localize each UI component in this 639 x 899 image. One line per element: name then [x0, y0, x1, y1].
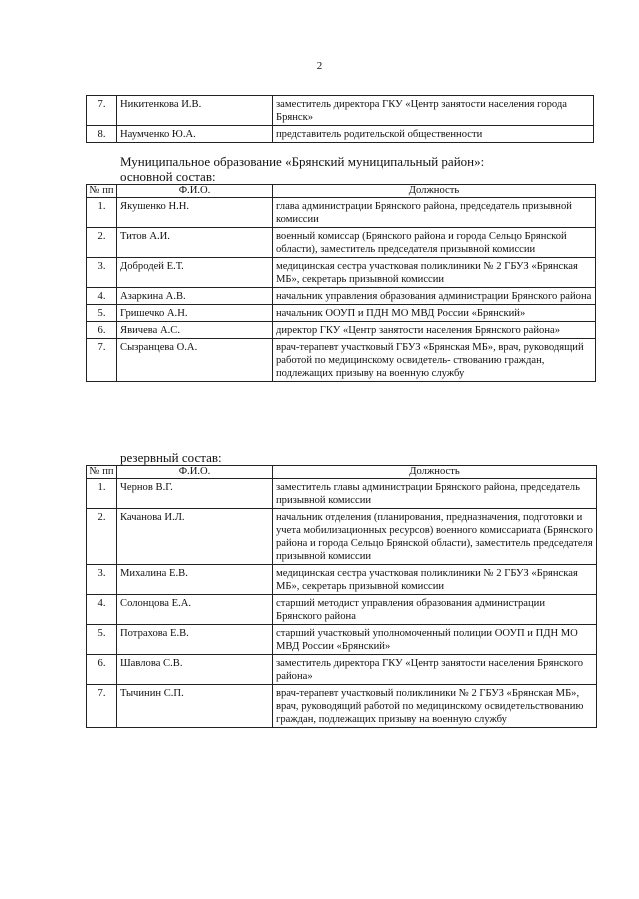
row-position: военный комиссар (Брянского района и города Сельцо Брянской области), заместитель председателя призывной комиссии	[273, 228, 596, 258]
row-name: Солонцова Е.А.	[117, 595, 273, 625]
row-number: 1.	[87, 479, 117, 509]
row-position: старший методист управления образования администрации Брянского района	[273, 595, 597, 625]
row-number: 3.	[87, 565, 117, 595]
row-name: Азаркина А.В.	[117, 288, 273, 305]
row-position: врач-терапевт участковый поликлиники № 2 ГБУЗ «Брянская МБ», врач, руководящий работой по медицинскому освидетельствованию граждан, подлежащих призыву на военную службу	[273, 685, 597, 728]
row-name: Гришечко А.Н.	[117, 305, 273, 322]
row-position: заместитель директора ГКУ «Центр занятости населения Брянского района»	[273, 655, 597, 685]
continuation-table	[86, 95, 594, 143]
row-position: начальник ООУП и ПДН МО МВД России «Брянский»	[273, 305, 596, 322]
row-name: Тычинин С.П.	[117, 685, 273, 728]
row-name: Явичева А.С.	[117, 322, 273, 339]
row-position: старший участковый уполномоченный полиции ООУП и ПДН МО МВД России «Брянский»	[273, 625, 597, 655]
row-number: 7.	[87, 96, 117, 126]
row-name: Качанова И.Л.	[117, 509, 273, 565]
header-num: № пп	[87, 466, 117, 479]
row-number: 8.	[87, 126, 117, 143]
row-name: Добродей Е.Т.	[117, 258, 273, 288]
row-name: Михалина Е.В.	[117, 565, 273, 595]
row-number: 4.	[87, 595, 117, 625]
table-row	[87, 258, 596, 288]
table-row	[87, 126, 594, 143]
municipality-title: Муниципальное образование «Брянский муниципальный район»:	[120, 154, 485, 169]
table-row	[87, 96, 594, 126]
table-row	[87, 655, 597, 685]
header-num: № пп	[87, 185, 117, 198]
row-number: 6.	[87, 322, 117, 339]
row-name: Якушенко Н.Н.	[117, 198, 273, 228]
row-position: врач-терапевт участковый ГБУЗ «Брянская МБ», врач, руководящий работой по медицинскому освидетель- ствованию граждан, подлежащих призыву на военную службу	[273, 339, 596, 382]
table-header-row	[87, 466, 597, 479]
row-name: Потрахова Е.В.	[117, 625, 273, 655]
row-number: 2.	[87, 509, 117, 565]
row-name: Никитенкова И.В.	[117, 96, 273, 126]
row-name: Шавлова С.В.	[117, 655, 273, 685]
table-row	[87, 305, 596, 322]
row-number: 5.	[87, 305, 117, 322]
row-position: заместитель главы администрации Брянского района, председатель призывной комиссии	[273, 479, 597, 509]
table-row	[87, 509, 597, 565]
table-row	[87, 565, 597, 595]
reserve-composition-label: резервный состав:	[120, 450, 222, 465]
table-row	[87, 595, 597, 625]
row-name: Титов А.И.	[117, 228, 273, 258]
row-position: начальник отделения (планирования, предназначения, подготовки и учета мобилизационных ресурсов) военного комиссариата (Брянского района и города Сельцо Брянской области), заместитель председателя призывной комиссии	[273, 509, 597, 565]
row-number: 3.	[87, 258, 117, 288]
table-row	[87, 479, 597, 509]
row-name: Сызранцева О.А.	[117, 339, 273, 382]
table-row	[87, 322, 596, 339]
row-number: 2.	[87, 228, 117, 258]
row-position: представитель родительской общественности	[273, 126, 594, 143]
row-position: директор ГКУ «Центр занятости населения Брянского района»	[273, 322, 596, 339]
row-number: 4.	[87, 288, 117, 305]
page-number: 2	[316, 60, 323, 72]
table-row	[87, 288, 596, 305]
header-position: Должность	[273, 185, 596, 198]
table-header-row	[87, 185, 596, 198]
table-row	[87, 685, 597, 728]
header-name: Ф.И.О.	[117, 466, 273, 479]
row-position: медицинская сестра участковая поликлиники № 2 ГБУЗ «Брянская МБ», секретарь призывной комиссии	[273, 258, 596, 288]
row-position: заместитель директора ГКУ «Центр занятости населения города Брянск»	[273, 96, 594, 126]
row-number: 5.	[87, 625, 117, 655]
header-name: Ф.И.О.	[117, 185, 273, 198]
row-position: начальник управления образования администрации Брянского района	[273, 288, 596, 305]
main-composition-table	[86, 184, 596, 382]
header-position: Должность	[273, 466, 597, 479]
row-position: глава администрации Брянского района, председатель призывной комиссии	[273, 198, 596, 228]
table-row	[87, 339, 596, 382]
row-number: 6.	[87, 655, 117, 685]
row-name: Наумченко Ю.А.	[117, 126, 273, 143]
row-position: медицинская сестра участковая поликлиники № 2 ГБУЗ «Брянская МБ», секретарь призывной комиссии	[273, 565, 597, 595]
table-row	[87, 198, 596, 228]
row-number: 1.	[87, 198, 117, 228]
main-composition-label: основной состав:	[120, 169, 216, 184]
table-row	[87, 625, 597, 655]
table-row	[87, 228, 596, 258]
row-number: 7.	[87, 685, 117, 728]
row-name: Чернов В.Г.	[117, 479, 273, 509]
row-number: 7.	[87, 339, 117, 382]
reserve-composition-table	[86, 465, 597, 728]
